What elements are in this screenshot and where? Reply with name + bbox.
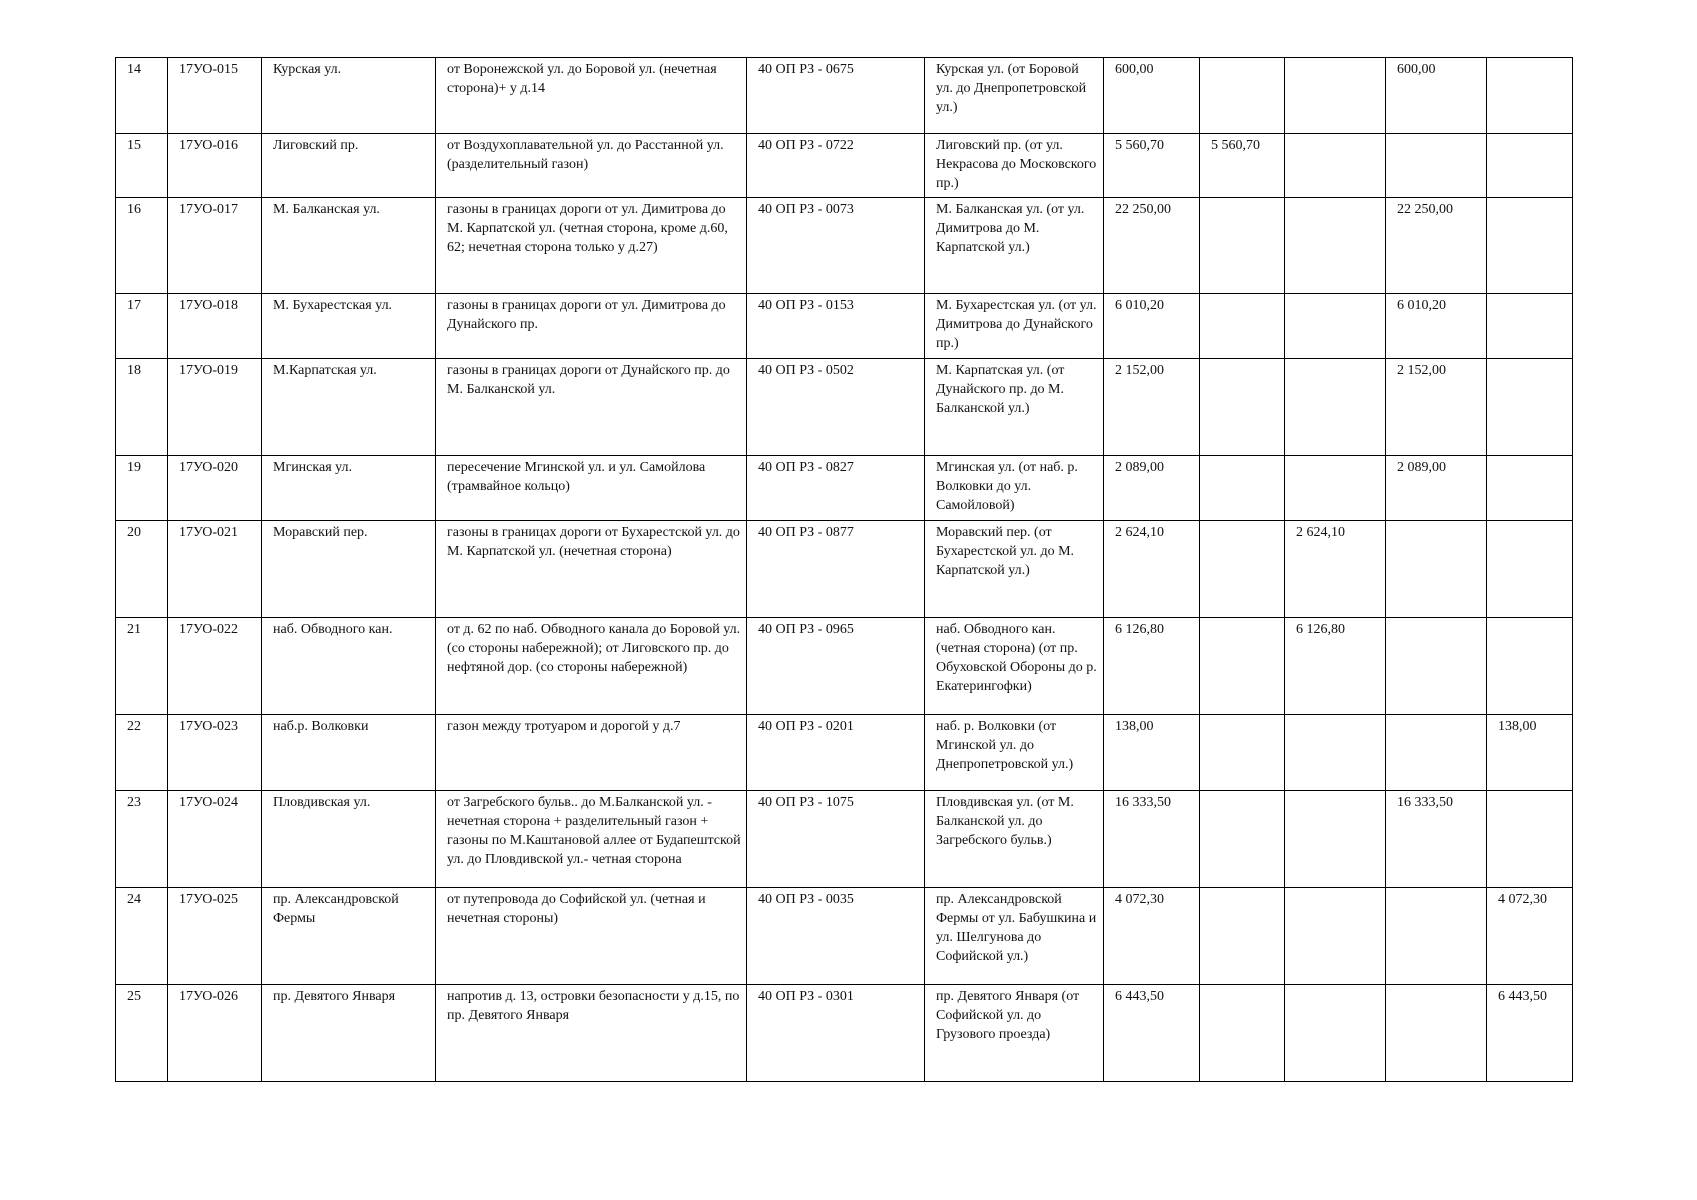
cell-number: 22 xyxy=(116,715,168,791)
cell-value-3: 600,00 xyxy=(1386,58,1487,134)
cell-road-id: 40 ОП РЗ - 0201 xyxy=(747,715,925,791)
cell-street: М.Карпатская ул. xyxy=(262,359,436,456)
cell-description: газоны в границах дороги от ул. Димитрова до Дунайского пр. xyxy=(436,294,747,359)
cell-value-1 xyxy=(1200,359,1285,456)
cell-total: 2 089,00 xyxy=(1104,456,1200,521)
table-row xyxy=(116,198,1573,294)
cell-code: 17УО-023 xyxy=(168,715,262,791)
cell-value-1 xyxy=(1200,618,1285,715)
cell-code: 17УО-022 xyxy=(168,618,262,715)
cell-road-name: Курская ул. (от Боровой ул. до Днепропетровской ул.) xyxy=(925,58,1104,134)
cell-road-id: 40 ОП РЗ - 0675 xyxy=(747,58,925,134)
cell-description: от д. 62 по наб. Обводного канала до Боровой ул. (со стороны набережной); от Лиговского пр. до нефтяной дор. (со стороны набережной) xyxy=(436,618,747,715)
cell-total: 6 010,20 xyxy=(1104,294,1200,359)
cell-street: наб. Обводного кан. xyxy=(262,618,436,715)
cell-description: от путепровода до Софийской ул. (четная и нечетная стороны) xyxy=(436,888,747,985)
cell-total: 138,00 xyxy=(1104,715,1200,791)
cell-value-4 xyxy=(1487,791,1573,888)
cell-total: 6 126,80 xyxy=(1104,618,1200,715)
table-row xyxy=(116,985,1573,1082)
cell-value-1 xyxy=(1200,521,1285,618)
cell-code: 17УО-021 xyxy=(168,521,262,618)
cell-road-name: М. Карпатская ул. (от Дунайского пр. до М. Балканской ул.) xyxy=(925,359,1104,456)
cell-road-id: 40 ОП РЗ - 1075 xyxy=(747,791,925,888)
cell-value-4 xyxy=(1487,456,1573,521)
cell-code: 17УО-018 xyxy=(168,294,262,359)
cell-street: пр. Девятого Января xyxy=(262,985,436,1082)
cell-value-3 xyxy=(1386,134,1487,198)
cell-value-1 xyxy=(1200,198,1285,294)
cell-number: 20 xyxy=(116,521,168,618)
cell-value-2 xyxy=(1285,198,1386,294)
cell-value-3: 6 010,20 xyxy=(1386,294,1487,359)
cell-total: 6 443,50 xyxy=(1104,985,1200,1082)
table-row xyxy=(116,715,1573,791)
cell-code: 17УО-025 xyxy=(168,888,262,985)
table-row xyxy=(116,888,1573,985)
cell-value-2 xyxy=(1285,359,1386,456)
cell-number: 16 xyxy=(116,198,168,294)
cell-road-id: 40 ОП РЗ - 0301 xyxy=(747,985,925,1082)
cell-number: 21 xyxy=(116,618,168,715)
cell-code: 17УО-017 xyxy=(168,198,262,294)
table-row xyxy=(116,456,1573,521)
cell-value-2 xyxy=(1285,134,1386,198)
cell-value-3 xyxy=(1386,521,1487,618)
cell-value-2 xyxy=(1285,791,1386,888)
cell-value-2 xyxy=(1285,715,1386,791)
cell-value-2 xyxy=(1285,294,1386,359)
cell-value-3 xyxy=(1386,888,1487,985)
table-row xyxy=(116,618,1573,715)
cell-road-id: 40 ОП РЗ - 0035 xyxy=(747,888,925,985)
cell-value-3: 2 152,00 xyxy=(1386,359,1487,456)
cell-value-4 xyxy=(1487,294,1573,359)
cell-number: 18 xyxy=(116,359,168,456)
cell-value-4 xyxy=(1487,58,1573,134)
cell-value-4 xyxy=(1487,521,1573,618)
cell-value-3: 2 089,00 xyxy=(1386,456,1487,521)
cell-number: 15 xyxy=(116,134,168,198)
cell-number: 14 xyxy=(116,58,168,134)
cell-description: газоны в границах дороги от Бухарестской ул. до М. Карпатской ул. (нечетная сторона) xyxy=(436,521,747,618)
cell-code: 17УО-026 xyxy=(168,985,262,1082)
cell-value-1 xyxy=(1200,456,1285,521)
cell-description: напротив д. 13, островки безопасности у д.15, по пр. Девятого Января xyxy=(436,985,747,1082)
cell-value-3 xyxy=(1386,618,1487,715)
table-row xyxy=(116,294,1573,359)
cell-road-id: 40 ОП РЗ - 0722 xyxy=(747,134,925,198)
cell-road-name: Лиговский пр. (от ул. Некрасова до Московского пр.) xyxy=(925,134,1104,198)
cell-value-4: 6 443,50 xyxy=(1487,985,1573,1082)
cell-total: 600,00 xyxy=(1104,58,1200,134)
cell-value-1: 5 560,70 xyxy=(1200,134,1285,198)
cell-total: 2 152,00 xyxy=(1104,359,1200,456)
cell-value-1 xyxy=(1200,985,1285,1082)
cell-total: 2 624,10 xyxy=(1104,521,1200,618)
cell-road-id: 40 ОП РЗ - 0073 xyxy=(747,198,925,294)
cell-total: 16 333,50 xyxy=(1104,791,1200,888)
cell-street: Курская ул. xyxy=(262,58,436,134)
registry-table-body xyxy=(116,58,1573,1082)
cell-value-1 xyxy=(1200,58,1285,134)
cell-code: 17УО-019 xyxy=(168,359,262,456)
cell-value-3: 22 250,00 xyxy=(1386,198,1487,294)
cell-road-name: М. Балканская ул. (от ул. Димитрова до М. Карпатской ул.) xyxy=(925,198,1104,294)
cell-description: от Загребского бульв.. до М.Балканской ул. - нечетная сторона + разделительный газон + газоны по М.Каштановой аллее от Будапештской ул. до Пловдивской ул.- четная сторона xyxy=(436,791,747,888)
cell-description: газоны в границах дороги от Дунайского пр. до М. Балканской ул. xyxy=(436,359,747,456)
cell-value-2 xyxy=(1285,985,1386,1082)
cell-description: от Воронежской ул. до Боровой ул. (нечетная сторона)+ у д.14 xyxy=(436,58,747,134)
cell-value-3 xyxy=(1386,985,1487,1082)
cell-value-2: 6 126,80 xyxy=(1285,618,1386,715)
cell-number: 17 xyxy=(116,294,168,359)
cell-street: наб.р. Волковки xyxy=(262,715,436,791)
cell-number: 23 xyxy=(116,791,168,888)
cell-code: 17УО-016 xyxy=(168,134,262,198)
cell-number: 25 xyxy=(116,985,168,1082)
cell-road-name: М. Бухарестская ул. (от ул. Димитрова до Дунайского пр.) xyxy=(925,294,1104,359)
cell-description: от Воздухоплавательной ул. до Расстанной ул. (разделительный газон) xyxy=(436,134,747,198)
cell-road-name: наб. р. Волковки (от Мгинской ул. до Днепропетровской ул.) xyxy=(925,715,1104,791)
cell-road-name: пр. Девятого Января (от Софийской ул. до Грузового проезда) xyxy=(925,985,1104,1082)
cell-number: 24 xyxy=(116,888,168,985)
cell-code: 17УО-024 xyxy=(168,791,262,888)
cell-value-4 xyxy=(1487,618,1573,715)
cell-description: газоны в границах дороги от ул. Димитрова до М. Карпатской ул. (четная сторона, кроме д.60, 62; нечетная сторона только у д.27) xyxy=(436,198,747,294)
cell-value-4: 4 072,30 xyxy=(1487,888,1573,985)
cell-street: М. Балканская ул. xyxy=(262,198,436,294)
cell-street: Пловдивская ул. xyxy=(262,791,436,888)
table-row xyxy=(116,134,1573,198)
cell-street: Моравский пер. xyxy=(262,521,436,618)
cell-value-1 xyxy=(1200,294,1285,359)
cell-number: 19 xyxy=(116,456,168,521)
cell-value-1 xyxy=(1200,791,1285,888)
cell-street: М. Бухарестская ул. xyxy=(262,294,436,359)
cell-value-3: 16 333,50 xyxy=(1386,791,1487,888)
cell-total: 4 072,30 xyxy=(1104,888,1200,985)
cell-road-name: Моравский пер. (от Бухарестской ул. до М. Карпатской ул.) xyxy=(925,521,1104,618)
table-row xyxy=(116,359,1573,456)
cell-total: 22 250,00 xyxy=(1104,198,1200,294)
cell-total: 5 560,70 xyxy=(1104,134,1200,198)
cell-street: Лиговский пр. xyxy=(262,134,436,198)
registry-table xyxy=(115,57,1573,1082)
cell-street: Мгинская ул. xyxy=(262,456,436,521)
cell-road-id: 40 ОП РЗ - 0965 xyxy=(747,618,925,715)
cell-value-1 xyxy=(1200,715,1285,791)
table-row xyxy=(116,521,1573,618)
cell-value-2 xyxy=(1285,888,1386,985)
cell-road-name: пр. Александровской Фермы от ул. Бабушкина и ул. Шелгунова до Софийской ул.) xyxy=(925,888,1104,985)
cell-code: 17УО-020 xyxy=(168,456,262,521)
cell-code: 17УО-015 xyxy=(168,58,262,134)
cell-road-name: наб. Обводного кан. (четная сторона) (от пр. Обуховской Обороны до р. Екатерингофки) xyxy=(925,618,1104,715)
cell-value-4: 138,00 xyxy=(1487,715,1573,791)
cell-description: газон между тротуаром и дорогой у д.7 xyxy=(436,715,747,791)
table-row xyxy=(116,791,1573,888)
cell-value-3 xyxy=(1386,715,1487,791)
cell-road-id: 40 ОП РЗ - 0502 xyxy=(747,359,925,456)
cell-road-name: Мгинская ул. (от наб. р. Волковки до ул. Самойловой) xyxy=(925,456,1104,521)
cell-value-4 xyxy=(1487,359,1573,456)
table-row xyxy=(116,58,1573,134)
cell-value-2 xyxy=(1285,58,1386,134)
cell-value-1 xyxy=(1200,888,1285,985)
cell-value-2 xyxy=(1285,456,1386,521)
cell-street: пр. Александровской Фермы xyxy=(262,888,436,985)
cell-road-id: 40 ОП РЗ - 0827 xyxy=(747,456,925,521)
cell-road-id: 40 ОП РЗ - 0153 xyxy=(747,294,925,359)
cell-road-id: 40 ОП РЗ - 0877 xyxy=(747,521,925,618)
cell-road-name: Пловдивская ул. (от М. Балканской ул. до Загребского бульв.) xyxy=(925,791,1104,888)
cell-description: пересечение Мгинской ул. и ул. Самойлова (трамвайное кольцо) xyxy=(436,456,747,521)
cell-value-4 xyxy=(1487,198,1573,294)
cell-value-4 xyxy=(1487,134,1573,198)
cell-value-2: 2 624,10 xyxy=(1285,521,1386,618)
